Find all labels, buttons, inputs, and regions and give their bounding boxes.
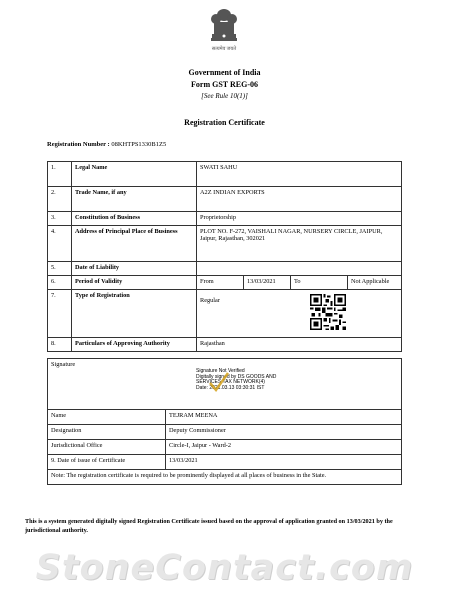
constitution-value: Proprietorship <box>197 212 402 226</box>
address-label: Address of Principal Place of Business <box>72 226 197 262</box>
legal-name-label: Legal Name <box>72 162 197 187</box>
registration-details-table <box>47 161 402 352</box>
designation-value: Deputy Commissioner <box>166 425 402 440</box>
table-row <box>48 276 402 290</box>
certificate-title: Registration Certificate <box>184 118 265 127</box>
officer-details-table <box>47 409 402 485</box>
display-note: Note: The registration certificate is required to be prominently displayed at all places of business in the State. <box>48 470 402 485</box>
liability-label: Date of Liability <box>72 262 197 276</box>
officer-name-label: Name <box>48 410 166 425</box>
registration-type-cell <box>197 290 402 338</box>
signature-label: Signature <box>51 361 76 368</box>
issue-date-label: 9. Date of issue of Certificate <box>48 455 166 470</box>
table-row <box>48 338 402 352</box>
designation-label: Designation <box>48 425 166 440</box>
signature-signer: Digitally signed by DS GOODS AND <box>196 373 277 380</box>
registration-type-label: Type of Registration <box>72 290 197 338</box>
issue-date-value: 13/03/2021 <box>166 455 402 470</box>
row-number: 7. <box>48 290 72 338</box>
registration-number <box>47 141 166 148</box>
approving-authority-value: Rajasthan <box>197 338 402 352</box>
table-row <box>48 470 402 485</box>
rule-reference: [See Rule 10(1)] <box>201 92 248 100</box>
registration-number-label: Registration Number : <box>47 141 110 148</box>
signature-signer-org: SERVICES TAX NETWORK(4) <box>196 379 265 385</box>
svg-text:सत्यमेव जयते: सत्यमेव जयते <box>211 47 237 52</box>
form-title: Form GST REG-06 <box>191 80 258 89</box>
legal-name-value: SWATI SAHU <box>197 162 402 187</box>
table-row <box>48 290 402 338</box>
approving-authority-label: Particulars of Approving Authority <box>72 338 197 352</box>
validity-from-value: 13/03/2021 <box>244 276 291 290</box>
validity-label: Period of Validity <box>72 276 197 290</box>
table-row <box>48 226 402 262</box>
row-number: 4. <box>48 226 72 262</box>
trade-name-label: Trade Name, if any <box>72 187 197 212</box>
registration-type-value: Regular <box>200 297 220 304</box>
row-number: 2. <box>48 187 72 212</box>
signature-box <box>47 358 402 409</box>
table-row <box>48 425 402 440</box>
qr-code-icon <box>310 294 346 330</box>
row-number: 6. <box>48 276 72 290</box>
table-row <box>48 187 402 212</box>
table-row <box>48 212 402 226</box>
validity-to-label: To <box>291 276 348 290</box>
officer-name-value: TEJRAM MEENA <box>166 410 402 425</box>
signature-status: Signature Not Verified <box>196 368 245 374</box>
government-heading: Government of India <box>188 68 261 77</box>
table-row <box>48 262 402 276</box>
jurisdictional-office-value: Circle-I, Jaipur - Ward-2 <box>166 440 402 455</box>
row-number: 8. <box>48 338 72 352</box>
trade-name-value: A2Z INDIAN EXPORTS <box>197 187 402 212</box>
watermark: StoneContact.com <box>35 548 414 588</box>
address-value: PLOT NO. F-272, VAISHALI NAGAR, NURSERY CIRCLE, JAIPUR, Jaipur, Rajasthan, 302021 <box>197 226 402 262</box>
row-number: 5. <box>48 262 72 276</box>
table-row <box>48 440 402 455</box>
row-number: 1. <box>48 162 72 187</box>
constitution-label: Constitution of Business <box>72 212 197 226</box>
row-number: 3. <box>48 212 72 226</box>
table-row <box>48 162 402 187</box>
registration-number-value: 08KHTPS1330B1Z5 <box>111 141 167 148</box>
table-row <box>48 455 402 470</box>
validity-to-value: Not Applicable <box>348 276 402 290</box>
national-emblem-icon <box>206 6 242 54</box>
signature-date: Date: 2021.03.13 03:30:31 IST <box>196 384 265 391</box>
validity-from-label: From <box>197 276 244 290</box>
jurisdictional-office-label: Jurisdictional Office <box>48 440 166 455</box>
liability-value <box>197 262 402 276</box>
checkmark-icon <box>206 369 232 395</box>
footer-statement: This is a system generated digitally signed Registration Certificate issued based on the approval of application granted on 13/03/2021 by the jurisdictional authority. <box>25 518 393 534</box>
table-row <box>48 410 402 425</box>
